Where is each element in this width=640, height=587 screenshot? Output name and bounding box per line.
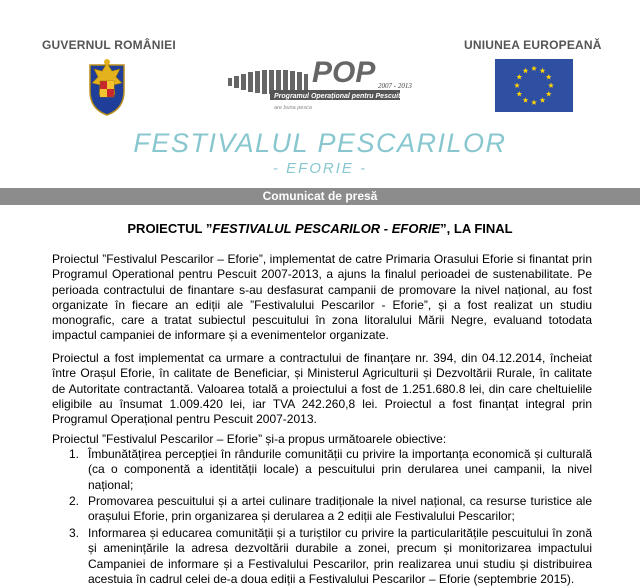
festival-title: FESTIVALUL PESCARILOR xyxy=(133,128,507,158)
headline-prefix: PROIECTUL ” xyxy=(127,221,213,236)
objective-text: Informarea și educarea comunității și a turiștilor cu privire la particularitățile pescuitului în zonă și amenințările la adresa dezvoltării durabile a zonei, precum și monitorizarea impactului Campaniei de informare și a Festivalului Pescarilor, prin realizarea unui studiu și distribuirea acestuia în cadrul celei de-a doua ediții a Festivalului Pescarilor – Eforie (septembrie 2015). xyxy=(88,526,592,586)
eu-label: UNIUNEA EUROPEANĂ xyxy=(464,38,602,52)
press-release-banner: Comunicat de presă xyxy=(0,188,640,205)
objective-text: Îmbunătățirea percepției în rândurile comunității cu privire la importanța economică și culturală (ca o componentă a identității locale) a pescuitului prin derularea unei campanii, la nivel național; xyxy=(88,447,592,492)
objective-number: 1. xyxy=(69,447,80,461)
objective-text: Promovarea pescuitului și a artei culinare tradiționale la nivel național, ca resurse turistice ale orașului Eforie, prin organizarea și derularea a 2 ediții ale Festivalului Pescarilor; xyxy=(88,494,592,524)
eu-flag-icon xyxy=(495,59,573,112)
pop-logo-program: Programul Operațional pentru Pescuit xyxy=(274,93,401,100)
pop-logo xyxy=(228,52,418,116)
objective-number: 2. xyxy=(69,494,80,508)
paragraph: Proiectul ”Festivalul Pescarilor – Eforie”, implementat de catre Primaria Orasului Eforie si finantat prin Programul Operational pentru Pescuit 2007-2013, a ajuns la finalul perioadei de sustenabilitate. Pe perioada contractului de finantare s-au desfasurat campanii de promovare la nivel național, au fost organizate în fiecare an ediții ale ”Festivalului Pescarilor - Eforie”, și a fost realizat un studiu monografic, care a tratat subiectul pescuitului în zona litoralului Mării Negre, evaluand totodata impactul campaniei de informare și a evenimentelor organizate. xyxy=(52,252,592,343)
objective-number: 3. xyxy=(69,526,80,540)
paragraph: Proiectul ”Festivalul Pescarilor – Eforie” și-a propus următoarele obiective: xyxy=(52,432,447,446)
paragraph: Proiectul a fost implementat ca urmare a contractului de finanțare nr. 394, din 04.12.2014, încheiat între Orașul Eforie, în calitate de Beneficiar, și Ministerul Agriculturii și Dezvoltării Rurale, în calitate de Autoritate contractantă. Valoarea totală a proiectului a fost de 1.251.680.8 lei, din care cheltuielile eligibile au însumat 1.009.420 lei, iar TVA 242.260,8 lei. Proiectul a fost finanțat integral prin Programul Operațional pentru Pescuit 2007-2013. xyxy=(52,351,592,427)
headline-italic: FESTIVALUL PESCARILOR - EFORIE xyxy=(212,221,441,236)
pop-logo-years: 2007 - 2013 xyxy=(378,82,412,90)
romania-coat-of-arms-icon xyxy=(84,57,130,117)
headline xyxy=(0,221,640,236)
pop-logo-name: POP xyxy=(312,56,376,89)
festival-subtitle: - EFORIE - xyxy=(272,160,368,177)
headline-suffix: ”, LA FINAL xyxy=(440,221,513,236)
government-label: GUVERNUL ROMÂNIEI xyxy=(42,38,176,52)
pop-logo-tagline: are buna pesca xyxy=(274,105,312,111)
